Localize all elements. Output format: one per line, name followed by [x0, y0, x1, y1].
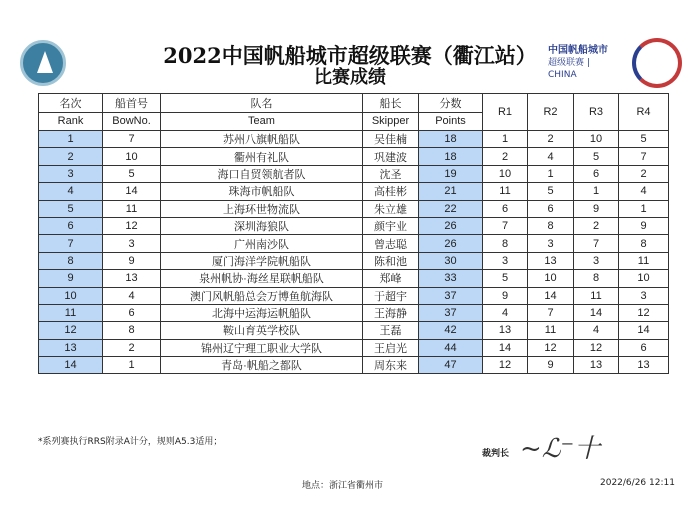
team-cell: 青岛·帆船之都队	[161, 357, 363, 374]
r2-cell: 6	[528, 200, 574, 217]
r3-cell: 13	[574, 357, 619, 374]
r1-cell: 12	[483, 357, 528, 374]
table-row	[39, 322, 669, 339]
table-row	[39, 252, 669, 269]
points-cell: 47	[419, 357, 483, 374]
team-cell: 厦门海洋学院帆船队	[161, 252, 363, 269]
points-cell: 33	[419, 270, 483, 287]
points-cell: 37	[419, 304, 483, 321]
r2-cell: 10	[528, 270, 574, 287]
points-cell: 22	[419, 200, 483, 217]
skipper-cell: 曾志聪	[363, 235, 419, 252]
points-cell: 19	[419, 165, 483, 182]
logo-text-3: CHINA	[548, 70, 577, 80]
header-r4: R4	[619, 94, 669, 131]
r2-cell: 4	[528, 148, 574, 165]
points-cell: 42	[419, 322, 483, 339]
r1-cell: 10	[483, 165, 528, 182]
r4-cell: 1	[619, 200, 669, 217]
table-row	[39, 304, 669, 321]
header-team: Team	[161, 112, 363, 131]
r1-cell: 6	[483, 200, 528, 217]
r4-cell: 11	[619, 252, 669, 269]
points-cell: 18	[419, 148, 483, 165]
skipper-cell: 吴佳楠	[363, 131, 419, 148]
header-r2: R2	[528, 94, 574, 131]
points-cell: 37	[419, 287, 483, 304]
team-cell: 澳门风帆船总会万博鱼航海队	[161, 287, 363, 304]
header-rank-cn: 名次	[39, 94, 103, 113]
r3-cell: 12	[574, 339, 619, 356]
rank-cell: 2	[39, 148, 103, 165]
r4-cell: 6	[619, 339, 669, 356]
bow-no-cell: 9	[103, 252, 161, 269]
team-cell: 海口自贸领航者队	[161, 165, 363, 182]
bow-no-cell: 2	[103, 339, 161, 356]
datetime: 2022/6/26 12:11	[600, 478, 675, 488]
skipper-cell: 颜宇业	[363, 217, 419, 234]
r1-cell: 9	[483, 287, 528, 304]
table-row	[39, 131, 669, 148]
r3-cell: 3	[574, 252, 619, 269]
skipper-cell: 郑峰	[363, 270, 419, 287]
points-cell: 44	[419, 339, 483, 356]
r4-cell: 9	[619, 217, 669, 234]
r2-cell: 7	[528, 304, 574, 321]
skipper-cell: 于超宇	[363, 287, 419, 304]
table-row	[39, 270, 669, 287]
skipper-cell: 王磊	[363, 322, 419, 339]
bow-no-cell: 7	[103, 131, 161, 148]
bow-no-cell: 5	[103, 165, 161, 182]
team-cell: 锦州辽宁理工职业大学队	[161, 339, 363, 356]
skipper-cell: 朱立雄	[363, 200, 419, 217]
location: 地点：浙江省衢州市	[302, 481, 384, 491]
team-cell: 衢州有礼队	[161, 148, 363, 165]
table-row	[39, 217, 669, 234]
r2-cell: 5	[528, 183, 574, 200]
bow-no-cell: 6	[103, 304, 161, 321]
r4-cell: 10	[619, 270, 669, 287]
r3-cell: 7	[574, 235, 619, 252]
team-cell: 深圳海狼队	[161, 217, 363, 234]
r3-cell: 2	[574, 217, 619, 234]
table-row	[39, 235, 669, 252]
rank-cell: 5	[39, 200, 103, 217]
skipper-cell: 陈和池	[363, 252, 419, 269]
rank-cell: 3	[39, 165, 103, 182]
r4-cell: 14	[619, 322, 669, 339]
r2-cell: 3	[528, 235, 574, 252]
r2-cell: 14	[528, 287, 574, 304]
team-cell: 泉州帆协·海丝星联帆船队	[161, 270, 363, 287]
r3-cell: 11	[574, 287, 619, 304]
judge-signature: ~ℒ⁻十	[520, 434, 601, 464]
r4-cell: 7	[619, 148, 669, 165]
header-points: Points	[419, 112, 483, 131]
table-row	[39, 200, 669, 217]
bow-no-cell: 14	[103, 183, 161, 200]
table-row	[39, 287, 669, 304]
r4-cell: 12	[619, 304, 669, 321]
bow-no-cell: 8	[103, 322, 161, 339]
r1-cell: 5	[483, 270, 528, 287]
r3-cell: 5	[574, 148, 619, 165]
r4-cell: 2	[619, 165, 669, 182]
header-row	[39, 94, 669, 113]
skipper-cell: 高桂彬	[363, 183, 419, 200]
header-bow: BowNo.	[103, 112, 161, 131]
logo-text-2: 超级联赛	[548, 58, 585, 68]
r2-cell: 11	[528, 322, 574, 339]
r3-cell: 8	[574, 270, 619, 287]
r3-cell: 14	[574, 304, 619, 321]
team-cell: 苏州八旗帆船队	[161, 131, 363, 148]
points-cell: 21	[419, 183, 483, 200]
table-row	[39, 339, 669, 356]
bow-no-cell: 10	[103, 148, 161, 165]
r4-cell: 13	[619, 357, 669, 374]
bow-no-cell: 1	[103, 357, 161, 374]
rank-cell: 12	[39, 322, 103, 339]
skipper-cell: 沈圣	[363, 165, 419, 182]
points-cell: 18	[419, 131, 483, 148]
rank-cell: 11	[39, 304, 103, 321]
r2-cell: 2	[528, 131, 574, 148]
skipper-cell: 巩建波	[363, 148, 419, 165]
rank-cell: 13	[39, 339, 103, 356]
points-cell: 30	[419, 252, 483, 269]
header-points-cn: 分数	[419, 94, 483, 113]
rank-cell: 10	[39, 287, 103, 304]
r1-cell: 1	[483, 131, 528, 148]
r4-cell: 3	[619, 287, 669, 304]
r4-cell: 5	[619, 131, 669, 148]
league-logo: 中国帆船城市 超级联赛 | CHINA	[548, 45, 608, 80]
rank-cell: 14	[39, 357, 103, 374]
r2-cell: 1	[528, 165, 574, 182]
points-cell: 26	[419, 235, 483, 252]
header-bow-cn: 船首号	[103, 94, 161, 113]
team-cell: 广州南沙队	[161, 235, 363, 252]
header-r3: R3	[574, 94, 619, 131]
r1-cell: 8	[483, 235, 528, 252]
r2-cell: 8	[528, 217, 574, 234]
team-cell: 北海中运海运帆船队	[161, 304, 363, 321]
judge-label: 裁判长	[482, 449, 510, 459]
r3-cell: 1	[574, 183, 619, 200]
rank-cell: 7	[39, 235, 103, 252]
page-subtitle: 比赛成绩	[314, 67, 386, 88]
r4-cell: 8	[619, 235, 669, 252]
r1-cell: 3	[483, 252, 528, 269]
header-skipper: Skipper	[363, 112, 419, 131]
r1-cell: 7	[483, 217, 528, 234]
scoring-note: *系列赛执行RRS附录A计分，规则A5.3适用；	[38, 437, 223, 447]
rank-cell: 8	[39, 252, 103, 269]
logo-text: 中国帆船城市	[548, 45, 608, 56]
skipper-cell: 王海静	[363, 304, 419, 321]
r4-cell: 4	[619, 183, 669, 200]
r1-cell: 14	[483, 339, 528, 356]
bow-no-cell: 3	[103, 235, 161, 252]
rank-cell: 6	[39, 217, 103, 234]
r3-cell: 10	[574, 131, 619, 148]
team-cell: 珠海市帆船队	[161, 183, 363, 200]
points-cell: 26	[419, 217, 483, 234]
results-table	[38, 93, 669, 374]
team-cell: 鞍山育英学校队	[161, 322, 363, 339]
bow-no-cell: 4	[103, 287, 161, 304]
sail-emblem-icon	[632, 38, 682, 88]
r1-cell: 11	[483, 183, 528, 200]
r3-cell: 9	[574, 200, 619, 217]
bow-no-cell: 13	[103, 270, 161, 287]
rank-cell: 4	[39, 183, 103, 200]
bow-no-cell: 12	[103, 217, 161, 234]
bow-no-cell: 11	[103, 200, 161, 217]
rank-cell: 1	[39, 131, 103, 148]
skipper-cell: 周东来	[363, 357, 419, 374]
table-row	[39, 148, 669, 165]
r2-cell: 12	[528, 339, 574, 356]
r2-cell: 13	[528, 252, 574, 269]
skipper-cell: 王启光	[363, 339, 419, 356]
header-skipper-cn: 船长	[363, 94, 419, 113]
r3-cell: 6	[574, 165, 619, 182]
r3-cell: 4	[574, 322, 619, 339]
table-row	[39, 357, 669, 374]
header-team-cn: 队名	[161, 94, 363, 113]
header-rank: Rank	[39, 112, 103, 131]
r1-cell: 2	[483, 148, 528, 165]
r1-cell: 13	[483, 322, 528, 339]
page-title: 2022中国帆船城市超级联赛（衢江站）	[163, 43, 537, 68]
team-cell: 上海环世物流队	[161, 200, 363, 217]
table-row	[39, 165, 669, 182]
r2-cell: 9	[528, 357, 574, 374]
r1-cell: 4	[483, 304, 528, 321]
table-row	[39, 183, 669, 200]
header-r1: R1	[483, 94, 528, 131]
rank-cell: 9	[39, 270, 103, 287]
